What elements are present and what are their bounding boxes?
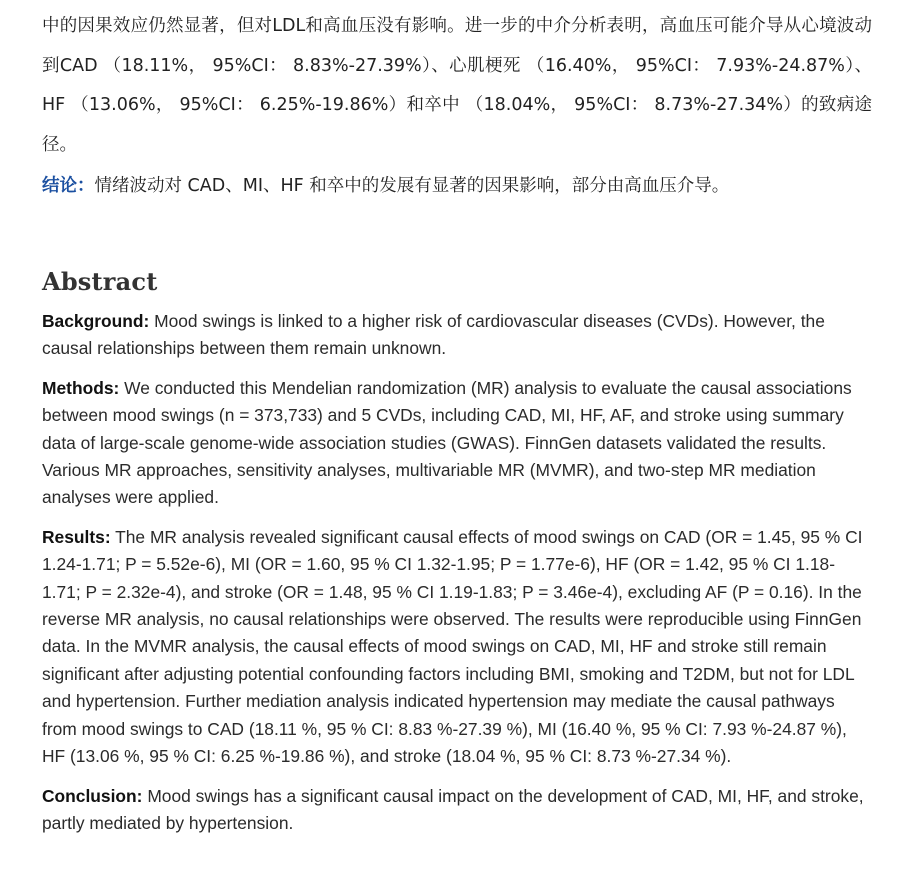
article-page [42, 0, 872, 849]
cn-conclusion-text: 情绪波动对 CAD、MI、HF 和卒中的发展有显著的因果影响，部分由高血压介导。 [94, 176, 730, 196]
methods-label: Methods: [42, 377, 120, 398]
abstract-methods [42, 375, 872, 512]
results-text: The MR analysis revealed significant causal effects of mood swings on CAD (OR = 1.45, 95 % CI 1.24-1.71; P = 5.52e-6), MI (OR = 1.60, 95 % CI 1.32-1.95; P = 1.77e-6), HF (OR = 1.42, 95 % CI 1.18-1.71; P = 2.32e-4), and stroke (OR = 1.48, 95 % CI 1.19-1.83; P = 3.46e-4), excluding AF (P = 0.16). In the reverse MR analysis, no causal relationships were observed. The results were reproducible using FinnGen data. In the MVMR analysis, the causal effects of mood swings on CAD, MI, HF and stroke still remain significant after adjusting potential confounding factors including BMI, smoking and T2DM, but not for LDL and hypertension. Further mediation analysis indicated hypertension may mediate the causal pathways from mood swings to CAD (18.11 %, 95 % CI: 8.83 %-27.39 %), MI (16.40 %, 95 % CI: 7.93 %-24.87 %), HF (13.06 %, 95 % CI: 6.25 %-19.86 %), and stroke (18.04 %, 95 % CI: 8.73 %-27.34 %). [42, 526, 863, 767]
methods-text: We conducted this Mendelian randomization (MR) analysis to evaluate the causal associations between mood swings (n = 373,733) and 5 CVDs, including CAD, MI, HF, AF, and stroke using summary data of large-scale genome-wide association studies (GWAS). FinnGen datasets validated the results. Various MR approaches, sensitivity analyses, multivariable MR (MVMR), and two-step MR mediation analyses were applied. [42, 377, 852, 508]
abstract-conclusion [42, 783, 872, 838]
background-label: Background: [42, 311, 150, 331]
conclusion-label: Conclusion: [42, 785, 143, 806]
conclusion-text: Mood swings has a significant causal impact on the development of CAD, MI, HF, and stroke, partly mediated by hypertension. [42, 785, 864, 833]
abstract-background [42, 308, 872, 363]
results-label: Results: [42, 526, 111, 547]
abstract-heading: Abstract [42, 267, 158, 296]
background-text: Mood swings is linked to a higher risk of cardiovascular diseases (CVDs). However, the causal relationships between them remain unknown. [42, 311, 825, 359]
abstract-results [42, 524, 872, 771]
cn-conclusion [42, 171, 872, 201]
cn-conclusion-label: 结论： [42, 176, 95, 196]
cn-abstract-paragraph: 中的因果效应仍然显著，但对LDL和高血压没有影响。进一步的中介分析表明，高血压可能介导从心境波动到CAD （18.11%， 95%CI： 8.83%-27.39%）、心肌梗死 （16.40%， 95%CI： 7.93%-24.87%）、HF （13.06%， 95%CI： 6.25%-19.86%）和卒中 （18.04%， 95%CI： 8.73%-27.34%）的致病途径。 [42, 16, 872, 155]
